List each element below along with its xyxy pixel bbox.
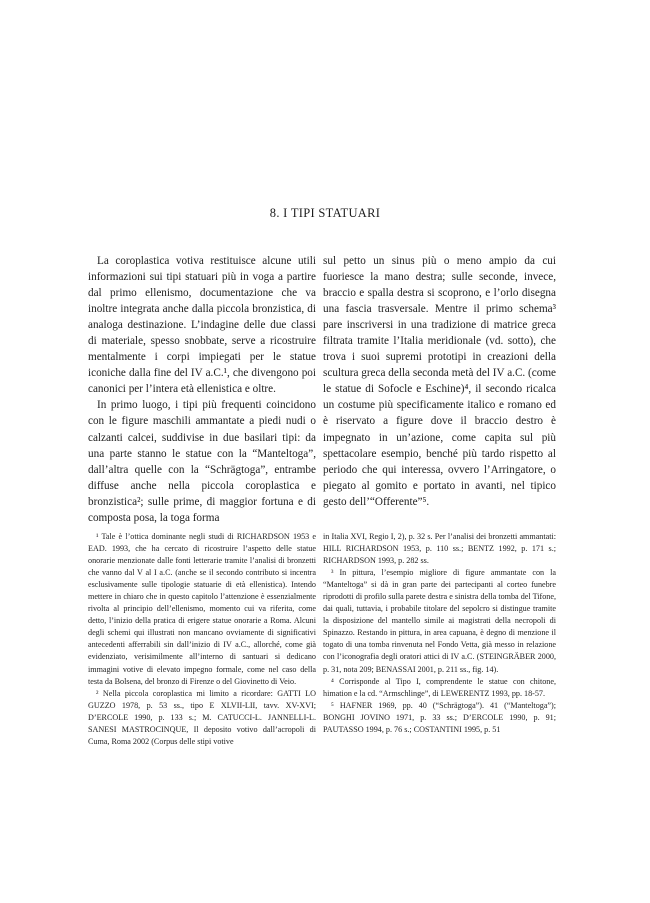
footnotes-column-left (88, 531, 316, 748)
body-paragraph: sul petto un sinus più o meno ampio da cui fuoriesce la mano destra; sulle seconde, invece, braccio e spalla destra si scoprono, e l’orlo disegna una fascia trasversale. Mentre il primo schema³ pare inscriversi in una tradizione di matrice greca filtrata tramite l’Italia meridionale (vd. sotto), che trova i suoi supremi prototipi in creazioni della scultura greca della seconda metà del IV a.C. (come le statue di Sofocle e Eschine)⁴, il secondo ricalca un costume più specificamente italico e romano ed è riservato a figure dove il braccio destro è impegnato in un’azione, come capita sul più spettacolare esempio, benché più tardo rispetto al periodo che qui interessa, ovvero l’Arringatore, o piegato al gomito e portato in avanti, nel tipico gesto dell’“Offerente”⁵. (323, 255, 556, 508)
footnote: ¹ Tale è l’ottica dominante negli studi di RICHARDSON 1953 e EAD. 1993, che ha cercato di ricostruire l’aspetto delle statue onorarie menzionate dalle fonti letterarie tramite l’analisi di bronzetti che vanno dal V al I a.C. (anche se il secondo contributo si incentra esclusivamente sulle tipologie statuarie di età ellenistica). Intendo mettere in chiaro che in questo capitolo l’attenzione è essenzialmente rivolta al principio dell’ellenismo, momento cui va riferita, come detto, l’inizio della pratica di erigere statue onorarie a Roma. Alcuni degli schemi qui illustrati non mancano ovviamente di significativi antecedenti afferrabili sin dall’inizio di IV a.C., allorché, come già evidenziato, verisimilmente all’interno di santuari si dedicano immagini votive di elevato impegno formale, come nel caso della testa da Bolsena, del bronzo di Firenze o del Giovinetto di Veio. (88, 532, 316, 686)
footnote: ³ In pittura, l’esempio migliore di figure ammantate con la “Manteltoga” si dà in gran parte dei partecipanti al corteo funebre riprodotti di profilo sulla parete destra e sinistra della tomba del Tifone, dai quali, tuttavia, i probabile titolare del sepolcro si distingue tramite la disposizione del mantello simile ai magistrati della necropoli di Spinazzo. Restando in pittura, in area capuana, è degno di menzione il togato di una tomba rinvenuta nel Fondo Vetta, già messo in relazione con l’iconografia degli oratori attici di IV a.C. (STEINGRÄBER 2000, p. 31, nota 209; BENASSAI 2001, p. 211 ss., fig. 14). (323, 568, 556, 674)
body-paragraph: La coroplastica votiva restituisce alcune utili informazioni sui tipi statuari più in voga a partire dal primo ellenismo, documentazione che va inoltre integrata anche dalla piccola bronzistica, di analoga destinazione. L’indagine delle due classi di materiale, spesso snobbate, serve a ricostruire mentalmente i corpi impiegati per le statue iconiche dalla fine del IV a.C.¹, che divengono poi canonici per l’intera età ellenistica e oltre. (88, 255, 316, 396)
body-column-right (323, 253, 556, 510)
body-column-left (88, 253, 316, 526)
footnote: ⁴ Corrisponde al Tipo I, comprendente le statue con chitone, himation e la cd. “Armschlinge”, di LEWERENTZ 1993, pp. 18-57. (323, 676, 556, 698)
footnote: in Italia XVI, Regio I, 2), p. 32 s. Per l’analisi dei bronzetti ammantati: HILL RICHARDSON 1953, p. 110 ss.; BENTZ 1992, p. 171 s.; RICHARDSON 1993, p. 282 ss. (323, 532, 556, 566)
chapter-title: 8. I TIPI STATUARI (269, 206, 381, 220)
footnotes-column-right (323, 531, 556, 736)
footnote: ² Nella piccola coroplastica mi limito a ricordare: GATTI LO GUZZO 1978, p. 53 ss., tipo E XLVII-LII, tavv. XV-XVI; D’ERCOLE 1990, p. 133 s.; M. CATUCCI-L. JANNELLI-L. SANESI MASTROCINQUE, Il deposito votivo dall’acropoli di Cuma, Roma 2002 (Corpus delle stipi votive (88, 688, 316, 746)
body-paragraph: In primo luogo, i tipi più frequenti coincidono con le figure maschili ammantate a piedi nudi o calzanti calcei, suddivise in due basilari tipi: da una parte stanno le statue con la “Manteltoga”, dall’altra quelle con la “Schrägtoga”, entrambe diffuse anche nella piccola coroplastica e bronzistica²; sulle prime, di maggior fortuna e di composta posa, la toga forma (88, 399, 316, 524)
footnote: ⁵ HAFNER 1969, pp. 40 (“Schrägtoga”). 41 (“Manteltoga”); BONGHI JOVINO 1971, p. 33 ss.; D’ERCOLE 1990, p. 91; PAUTASSO 1994, p. 76 s.; COSTANTINI 1995, p. 51 (323, 700, 556, 734)
